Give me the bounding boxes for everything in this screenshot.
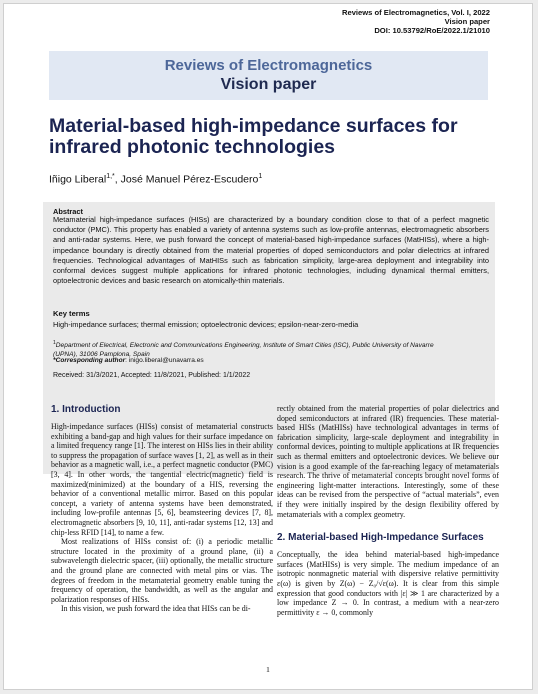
paragraph: rectly obtained from the material properties of polar dielectrics and doped semiconductors at infrared (IR) frequencies. These material-based HISs (MatHISs) have technological advantages in terms of fabrication simplicity, large-scale deployment and integrability in conformal devices, pointing to multiple applications at IR frequencies such as thermal emitters and optoelectronic devices. We believe our vision is a good example of the far-reaching legacy of metamaterials research. The thrive of metamaterial concepts brought novel forms of engineering light-matter interactions. Interestingly, some of these ideas can be revised from the perspective of “actual materials”, even if they were initially inspired by the design flexibility offered by metamaterials with a complex geometry. [277, 404, 499, 519]
author-name: José Manuel Pérez-Escudero [120, 173, 259, 186]
paragraph: High-impedance surfaces (HISs) consist of metamaterial constructs exhibiting a band-gap and high values for their surface impedance on a limited frequency range [1]. The interest on HISs lies in their ability to suppress the propagation of surface waves [1, 2], as well as in their behavior as a magnetic wall, i.e., a perfect magnetic conductor (PMC) [3, 4]. In other words, the tangential electric(magnetic) field is maximized(minimized) at the boundary of a HIS, reversing the behavior of a conventional metallic mirror. Based on this popular concept, a variety of antenna systems have been demonstrated, including low-profile antennas [5, 6], beamsteering devices [7, 8], electromagnetic absorbers [9, 10, 11], anti-radar systems [12, 13] and chip-less RFID [14], to name a few. [51, 422, 273, 537]
section-heading: 2. Material-based High-Impedance Surfaces [277, 532, 484, 544]
affiliation-text: Department of Electrical, Electronic and Communications Engineering, Institute of Smart Cities (ISC), Public University of Navarre (UPNA), 31006 Pamplona, Spain [53, 342, 434, 359]
page-number: 1 [266, 665, 270, 674]
paragraph: Conceptually, the idea behind material-based high-impedance surfaces (MatHISs) is very simple. The medium impedance of an isotropic nonmagnetic material with dispersive relative permittivity ε(ω) is given by Z(ω) − Z₀/√ε(ω). It is clear from this simple expression that good conductors with |ε| ≫ 1 are characterized by a low impedance Z → 0. In contrast, a medium with a near-zero permittivity ε → 0, commonly [277, 550, 499, 617]
corresponding-label: *Corresponding author [53, 357, 126, 364]
paper-page [3, 3, 533, 690]
section-heading: 1. Introduction [51, 404, 121, 415]
paper-type: Vision paper [444, 17, 490, 26]
corresponding-author [53, 357, 453, 364]
right-column [277, 404, 499, 617]
keywords-text: High-impedance surfaces; thermal emission; optoelectronic devices; epsilon-near-zero-media [53, 320, 359, 329]
keywords-heading: Key terms [53, 309, 90, 318]
author-mark: 1 [258, 173, 263, 180]
author-name: Iñigo Liberal [49, 173, 107, 186]
author-mark: 1,* [106, 173, 115, 180]
publication-dates: Received: 31/3/2021, Accepted: 11/8/2021, Published: 1/1/2022 [53, 372, 251, 379]
paper-title: Material-based high-impedance surfaces for infrared photonic technologies [49, 115, 458, 158]
paragraph: In this vision, we push forward the idea that HISs can be di- [61, 604, 251, 614]
journal-banner [49, 51, 488, 100]
author-separator: , [114, 173, 121, 186]
left-column [51, 404, 273, 614]
doi[interactable]: DOI: 10.53792/RoE/2022.1/21010 [374, 26, 490, 35]
banner-paper-type: Vision paper [220, 76, 317, 93]
journal-citation: Reviews of Electromagnetics, Vol. I, 2022 [342, 8, 490, 17]
affiliation-mark: 1 [53, 340, 56, 346]
paragraph: Most realizations of HISs consist of: (i) a periodic metallic structure located in the proximity of a ground plane, (ii) a subwavelength dielectric spacer, (iii) optionally, the metallic structure and the ground plane are connected with metal pins or vias. The degrees of freedom in the metamaterial geometry enable tuning the frequency of operation, the bandwidth, as well as the angular and polarization responses of HISs. [51, 537, 273, 604]
abstract-text: Metamaterial high-impedance surfaces (HISs) are characterized by a boundary condition close to that of a perfect magnetic conductor (PMC). This property has enabled a variety of antenna systems such as low-profile antennas, electromagnetic absorbers and anti-radar systems. Here, we push forward the concept of material-based high-impedance surfaces (MatHISs), where a high-impedance boundary is directly obtained from the material properties of doped semiconductors and polar dielectrics at infrared frequencies. Technological advantages of MatHISs such as fabrication simplicity, large-area deployment and integrability into conformal devices suggest multiple applications for infrared photonic technologies, including dynamical thermal emitters, optoelectronic devices and basic research on atomically-thin materials. [53, 215, 489, 286]
banner-journal-name: Reviews of Electromagnetics [164, 57, 373, 74]
journal-header [342, 8, 490, 35]
author-list [49, 170, 489, 187]
corresponding-email[interactable]: : inigo.liberal@unavarra.es [125, 357, 204, 364]
abstract-heading: Abstract [53, 207, 83, 216]
